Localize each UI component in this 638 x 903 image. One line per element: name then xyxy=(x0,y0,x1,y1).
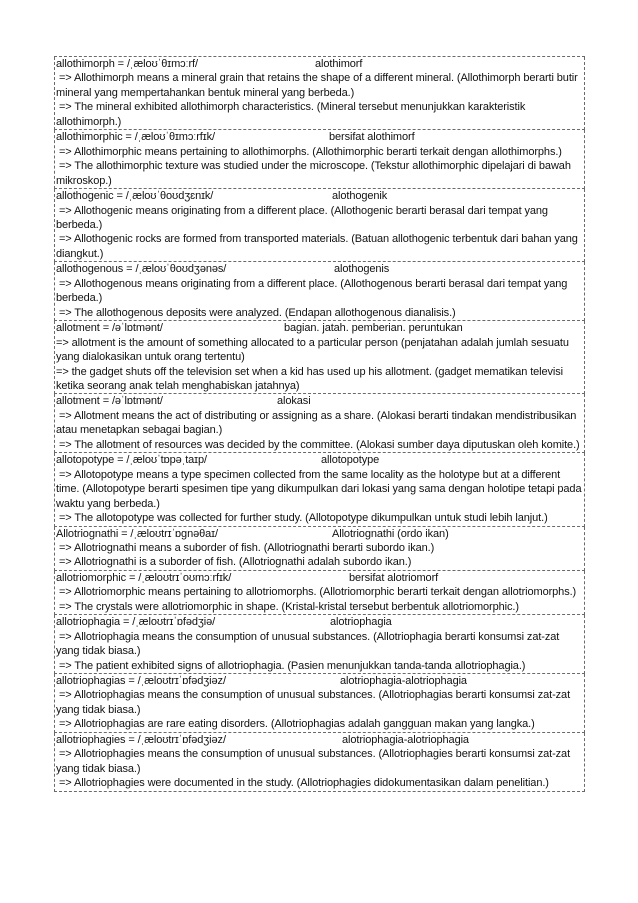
headword-pronunciation: allotment = /əˈlɒtmənt/ xyxy=(56,322,163,335)
example-sentence: => Allotriophagias are rare eating disorders. (Allotriophagias adalah gangguan makan yang langka.) xyxy=(56,718,535,731)
headword-pronunciation: allothogenic = /ˌæloʊˈθoʊdʒɛnɪk/ xyxy=(56,190,214,203)
entry-headword-line xyxy=(56,571,584,585)
definition-text: => Allothimorph means a mineral grain that retains the shape of a different mineral. (Allothimorph berarti butir mineral yang mempertahankan bentuk mineral yang berbeda.) xyxy=(56,72,581,99)
example-sentence: => The allothimorphic texture was studied under the microscope. (Tekstur allothimorphic dipelajari di bawah mikroskop.) xyxy=(56,160,574,187)
headword-translation: alokasi xyxy=(277,395,311,408)
glossary-entry xyxy=(54,527,585,571)
example-sentence: => Allotriophagies were documented in the study. (Allotriophagies didokumentasikan dalam penelitian.) xyxy=(56,777,549,790)
example-sentence: => The patient exhibited signs of allotriophagia. (Pasien menunjukkan tanda-tanda allotriophagia.) xyxy=(56,659,526,672)
glossary-entry xyxy=(54,262,585,321)
entry-headword-line xyxy=(56,527,584,541)
glossary-entry xyxy=(54,733,585,792)
headword-translation: alothogenis xyxy=(334,263,390,276)
definition-text: => Allothogenous means originating from a different place. (Allothogenous berarti berasal dari tempat yang berbeda.) xyxy=(56,277,571,305)
definition-text: => Allotriognathi means a suborder of fish. (Allotriognathi berarti subordo ikan.) xyxy=(56,541,435,554)
example-sentence: => The allothogenous deposits were analyzed. (Endapan allothogenous dianalisis.) xyxy=(56,306,456,319)
headword-translation: allotopotype xyxy=(321,454,380,467)
glossary-entry xyxy=(54,130,585,189)
headword-pronunciation: allotriophagies = /ˌæloʊtrɪˈɒfədʒiəz/ xyxy=(56,733,226,746)
entry-headword-line xyxy=(56,394,584,408)
headword-pronunciation: allotment = /əˈlɒtmənt/ xyxy=(56,395,163,408)
example-sentence: => The crystals were allotriomorphic in shape. (Kristal-kristal tersebut berbentuk allotriomorphic.) xyxy=(56,600,519,613)
glossary-entry xyxy=(54,453,585,526)
headword-pronunciation: allotriophagia = /ˌæloʊtrɪˈɒfədʒiə/ xyxy=(56,616,216,629)
entry-headword-line xyxy=(56,674,584,688)
headword-pronunciation: allotriophagias = /ˌæloʊtrɪˈɒfədʒiəz/ xyxy=(56,675,226,688)
definition-text: => Allotriophagia means the consumption of unusual substances. (Allotriophagia berarti konsumsi zat-zat yang tidak biasa.) xyxy=(56,630,563,658)
definition-text: => Allotriophagias means the consumption of unusual substances. (Allotriophagias berarti konsumsi zat-zat yang tidak biasa.) xyxy=(56,689,574,716)
definition-text: => Allothogenic means originating from a different place. (Allothogenic berarti berasal dari tempat yang berbeda.) xyxy=(56,204,551,231)
headword-pronunciation: allothimorph = /ˌæloʊˈθɪmɔːrf/ xyxy=(56,58,198,70)
headword-translation: alothogenik xyxy=(332,190,388,203)
definition-text: => Allotopotype means a type specimen collected from the same locality as the holotype but at a different time. (Allotopotype berarti spesimen tipe yang dikumpulkan dari lokasi yang sama dengan holotipe tetapi pada waktu yang berbeda.) xyxy=(56,468,585,510)
entry-headword-line xyxy=(56,453,584,467)
example-sentence: => Allotriognathi is a suborder of fish. (Allotriognathi adalah subordo ikan.) xyxy=(56,556,412,569)
definition-text: => Allotriomorphic means pertaining to allotriomorphs. (Allotriomorphic berarti terkait dengan allotriomorphs.) xyxy=(56,586,577,599)
definition-text: => Allotriophagies means the consumption of unusual substances. (Allotriophagies berarti konsumsi zat-zat yang tidak biasa.) xyxy=(56,748,574,775)
headword-translation: alothimorf xyxy=(315,58,363,70)
headword-translation: alotriophagia-alotriophagia xyxy=(340,675,467,688)
headword-pronunciation: allothimorphic = /ˌæloʊˈθɪmɔːrfɪk/ xyxy=(56,131,215,144)
example-sentence: => The allotment of resources was decided by the committee. (Alokasi sumber daya diputuskan oleh komite.) xyxy=(56,438,580,451)
glossary-entry xyxy=(54,394,585,453)
definition-text: => Allothimorphic means pertaining to allothimorphs. (Allothimorphic berarti terkait dengan allothimorphs.) xyxy=(56,145,562,158)
glossary-entry xyxy=(54,674,585,733)
glossary-entry xyxy=(54,571,585,615)
glossary-entry xyxy=(54,615,585,674)
example-sentence: => The allotopotype was collected for further study. (Allotopotype dikumpulkan untuk studi lebih lanjut.) xyxy=(56,512,548,525)
example-sentence: => Allothogenic rocks are formed from transported materials. (Batuan allothogenic terbentuk dari bahan yang diangkut.) xyxy=(56,233,581,260)
definition-text: => Allotment means the act of distributing or assigning as a share. (Alokasi berarti tindakan mendistribusikan atau menetapkan sebagai bagian.) xyxy=(56,409,580,437)
headword-pronunciation: Allotriognathi = /ˌæloʊtrɪˈɒgnəθaɪ/ xyxy=(56,527,218,540)
example-sentence: => the gadget shuts off the television set when a kid has used up his allotment. (gadget mematikan televisi ketika seorang anak telah menghabiskan jatahnya) xyxy=(56,365,566,392)
headword-translation: alotriophagia-alotriophagia xyxy=(342,733,469,746)
entry-headword-line xyxy=(56,615,584,629)
entry-headword-line xyxy=(56,130,584,144)
headword-translation: bersifat alotriomorf xyxy=(349,571,439,584)
headword-pronunciation: allotriomorphic = /ˌæloʊtrɪˈoʊmɔːrfɪk/ xyxy=(56,571,232,584)
headword-pronunciation: allotopotype = /ˌæloʊˈtɒpəˌtaɪp/ xyxy=(56,454,207,467)
entry-headword-line xyxy=(56,262,584,276)
entry-headword-line xyxy=(56,733,584,747)
entry-headword-line xyxy=(56,189,584,203)
entry-headword-line xyxy=(56,57,584,71)
headword-translation: bersifat alothimorf xyxy=(329,131,415,144)
headword-pronunciation: allothogenous = /ˌæloʊˈθoʊdʒənəs/ xyxy=(56,263,227,276)
entry-headword-line xyxy=(56,321,584,335)
definition-text: => allotment is the amount of something allocated to a particular person (penjatahan adalah jumlah sesuatu yang dialokasikan untuk orang tertentu) xyxy=(56,336,572,364)
example-sentence: => The mineral exhibited allothimorph characteristics. (Mineral tersebut menunjukkan karakteristik allothimorph.) xyxy=(56,101,529,128)
headword-translation: alotriophagia xyxy=(330,616,392,629)
headword-translation: bagian. jatah. pemberian. peruntukan xyxy=(284,322,463,335)
glossary-entry xyxy=(54,57,585,130)
glossary-entry xyxy=(54,321,585,394)
glossary-entry xyxy=(54,189,585,262)
glossary-document xyxy=(54,56,585,792)
headword-translation: Allotriognathi (ordo ikan) xyxy=(332,527,449,540)
